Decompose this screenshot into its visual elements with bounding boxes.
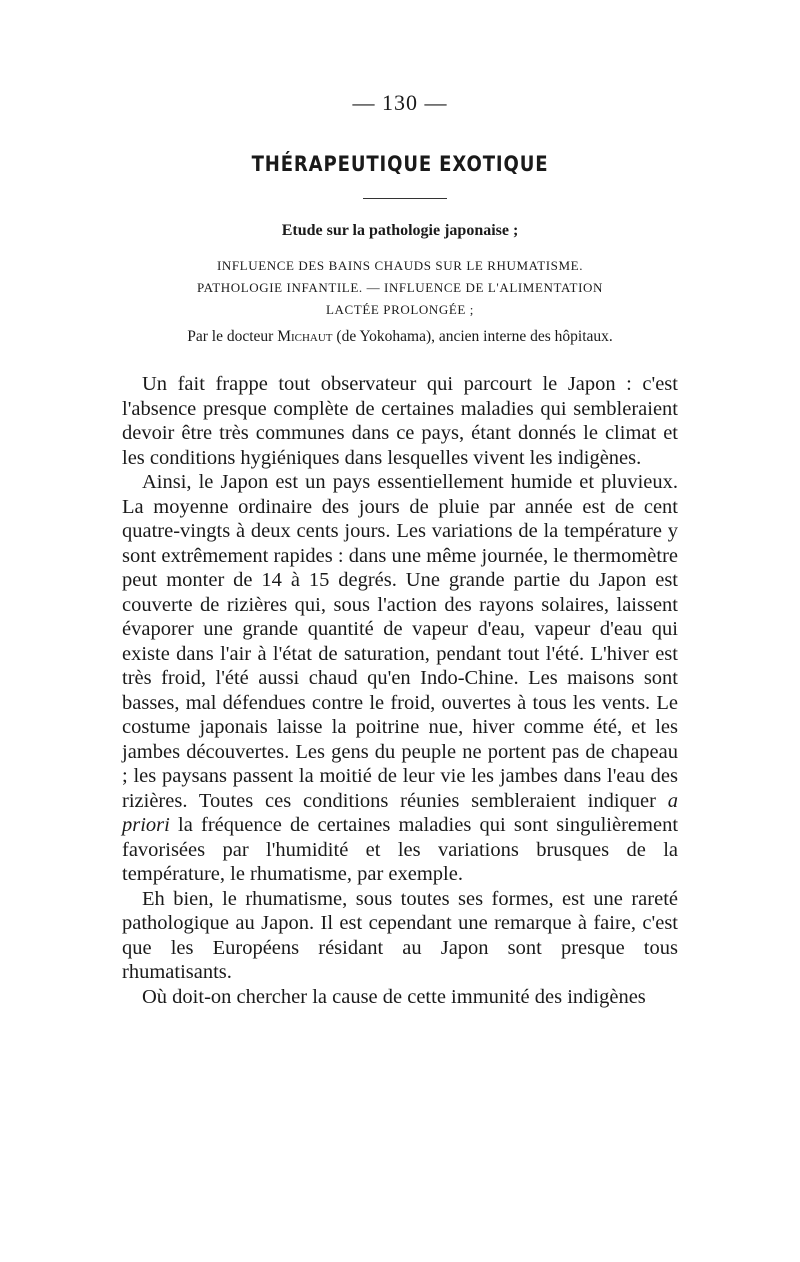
- paragraph-2-text-b: la fréquence de certaines maladies qui sont singulièrement favorisées par l'humidité et les variations brusques de la température, le rhumatisme, par exemple.: [122, 814, 679, 885]
- title-divider: [363, 198, 447, 199]
- body-text: [122, 372, 678, 1009]
- topic-line-2: PATHOLOGIE INFANTILE. — INFLUENCE DE L'ALIMENTATION: [197, 280, 603, 295]
- paragraph-2-text-a: Ainsi, le Japon est un pays essentiellement humide et pluvieux. La moyenne ordinaire des jours de pluie par année est de cent quatre-vingts à deux cents jours. Les variations de la température y sont extrêmement rapides : dans une même journée, le thermomètre peut monter de 14 à 15 degrés. Une grande partie du Japon est couverte de rizières qui, sous l'action des rayons solaires, laissent évaporer une grande quantité de vapeur d'eau, vapeur d'eau qui existe dans l'air à l'état de saturation, pendant tout l'été. L'hiver est très froid, l'été aussi chaud qu'en Indo-Chine. Les maisons sont basses, mal défendues contre le froid, ouvertes à tous les vents. Le costume japonais laisse la poitrine nue, hiver comme été, et les jambes découvertes. Les gens du peuple ne portent pas de chapeau ; les paysans passent la moitié de leur vie les jambes dans l'eau des rizières. Toutes ces conditions réunies sembleraient indiquer: [122, 471, 678, 812]
- paragraph-4: Où doit-on chercher la cause de cette immunité des indigènes: [142, 985, 646, 1008]
- paragraph-2: [122, 470, 678, 887]
- author-prefix: Par le docteur: [187, 328, 278, 345]
- paragraph-3: Eh bien, le rhumatisme, sous toutes ses formes, est une rareté pathologique au Japon. Il est cependant une remarque à faire, c'est que les Européens résidant au Japon sont presque tous rhumatisants.: [122, 887, 678, 983]
- topic-line-1: INFLUENCE DES BAINS CHAUDS SUR LE RHUMATISME.: [216, 258, 584, 273]
- author-suffix: (de Yokohama), ancien interne des hôpitaux.: [332, 328, 613, 345]
- topic-line-3: LACTÉE PROLONGÉE ;: [325, 302, 474, 317]
- page-number: — 130 —: [352, 90, 448, 115]
- article-title: THÉRAPEUTIQUE EXOTIQUE: [251, 152, 549, 176]
- author-name: Michaut: [277, 328, 333, 345]
- article-subtitle: Etude sur la pathologie japonaise ;: [281, 222, 519, 239]
- paragraph-1: Un fait frappe tout observateur qui parcourt le Japon : c'est l'absence presque complète de certaines maladies qui sembleraient devoir être très communes dans ce pays, étant donnés le climat et les conditions hygiéniques dans lesquelles vivent les indigènes.: [122, 373, 678, 469]
- paragraph-2-italic: a priori: [122, 789, 678, 836]
- author-line: [0, 328, 800, 346]
